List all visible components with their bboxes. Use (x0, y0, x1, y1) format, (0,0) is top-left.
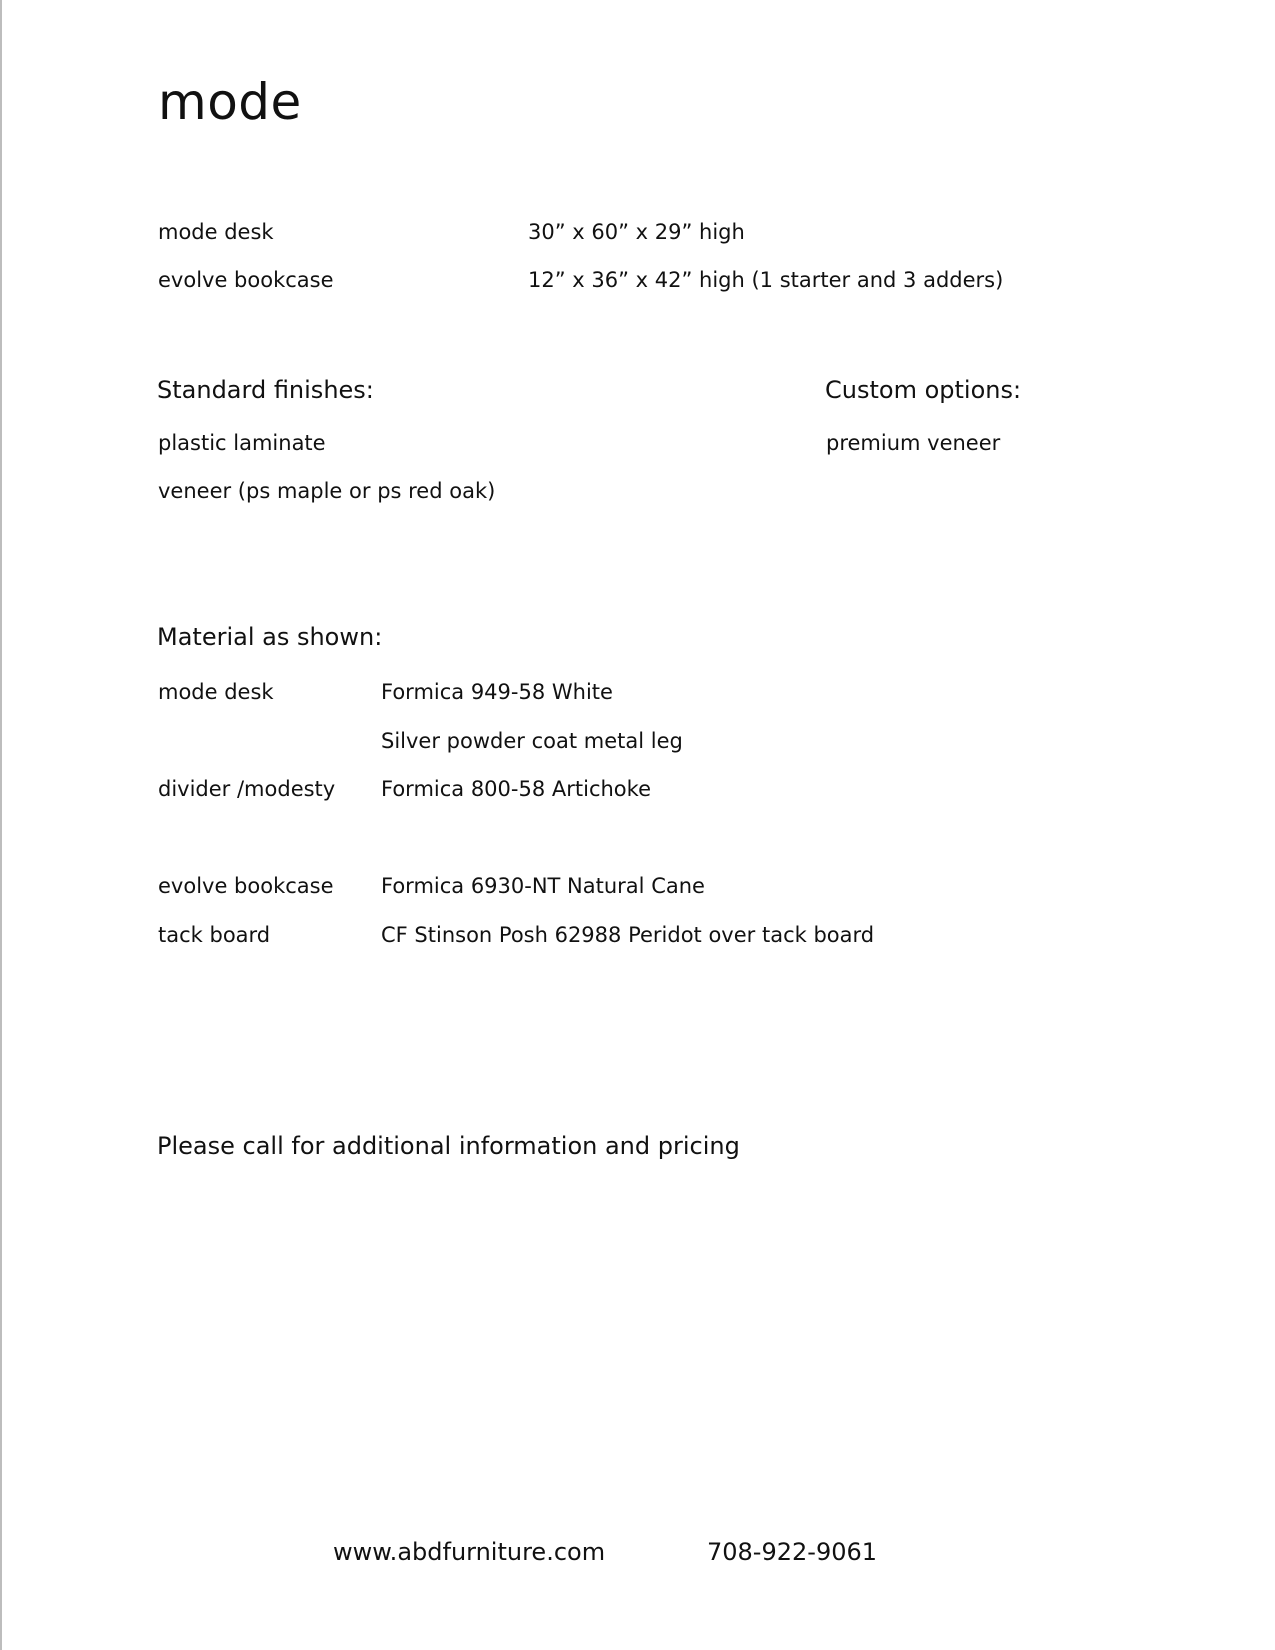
material-item-label: evolve bookcase (158, 874, 334, 898)
standard-finishes-heading: Standard finishes: (157, 376, 374, 404)
material-item-label: tack board (158, 923, 271, 947)
dimension-size-mode-desk: 30” x 60” x 29” high (528, 220, 745, 244)
material-item-label: mode desk (158, 680, 274, 704)
material-item-value: Formica 800-58 Artichoke (381, 777, 651, 801)
dimension-size-evolve-bookcase: 12” x 36” x 42” high (1 starter and 3 adders) (528, 268, 1004, 292)
material-item-value: Formica 949-58 White (381, 680, 613, 704)
standard-finish-item: veneer (ps maple or ps red oak) (158, 479, 496, 503)
page-left-border (0, 0, 2, 1650)
footer-website: www.abdfurniture.com (333, 1538, 606, 1566)
custom-options-heading: Custom options: (825, 376, 1022, 404)
standard-finish-item: plastic laminate (158, 431, 326, 455)
dimension-item-evolve-bookcase: evolve bookcase (158, 268, 334, 292)
dimension-item-mode-desk: mode desk (158, 220, 274, 244)
material-item-value: Formica 6930-NT Natural Cane (381, 874, 705, 898)
call-for-pricing-note: Please call for additional information and pricing (157, 1132, 740, 1160)
material-item-value: CF Stinson Posh 62988 Peridot over tack board (381, 923, 875, 947)
footer-phone: 708-922-9061 (707, 1538, 878, 1566)
material-heading: Material as shown: (157, 623, 383, 651)
material-item-label: divider /modesty (158, 777, 336, 801)
page-title: mode (158, 73, 302, 131)
custom-option-item: premium veneer (826, 431, 1001, 455)
material-item-value: Silver powder coat metal leg (381, 729, 683, 753)
